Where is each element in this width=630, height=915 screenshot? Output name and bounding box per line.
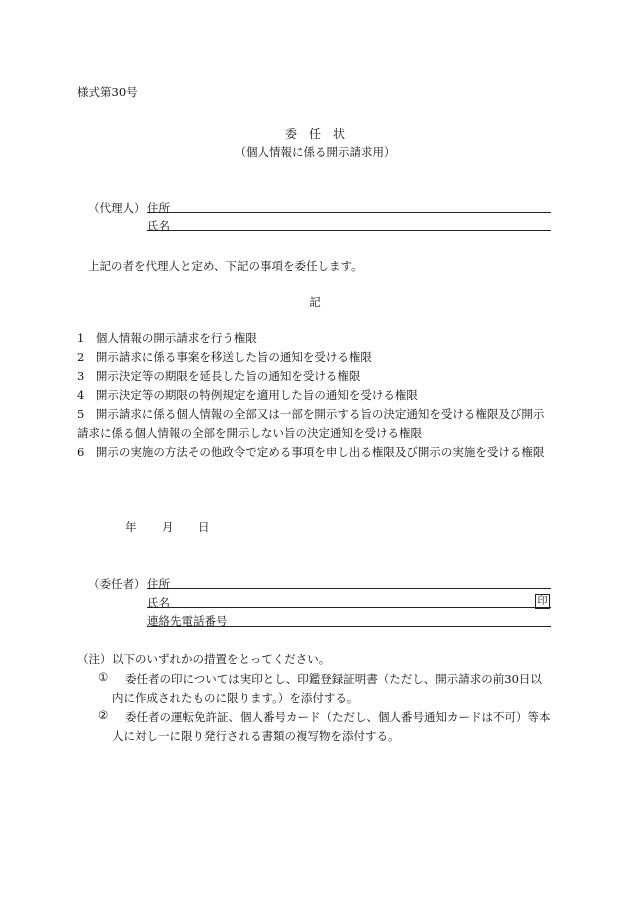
page-title: 委 任 状 [284,127,345,141]
date-day: 日 [198,520,210,534]
agent-name-label: 氏名 [147,219,170,233]
form-number: 様式第30号 [77,85,138,99]
delegator-name-line [147,607,551,608]
notes-intro: 以下のいずれかの措置をとってください。 [112,652,331,666]
list-item [77,348,552,367]
delegation-sentence: 上記の者を代理人と定め、下記の事項を委任します。 [88,259,363,273]
agent-label: （代理人） [88,201,146,215]
agent-name-line [147,230,551,231]
delegator-phone-label: 連絡先電話番号 [147,614,228,628]
delegator-name-label: 氏名 [147,596,170,610]
item-text: 開示決定等の期限の特例規定を適用した旨の通知を受ける権限 [95,388,418,402]
note-text: 委任者の運転免許証、個人番号カード（ただし、個人番号通知カードは不可）等本人に対し一に限り発行される書類の複写物を添付する。 [112,710,551,743]
note-text: 委任者の印については実印とし、印鑑登録証明書（ただし、開示請求の前30日以内に作成されたものに限ります。）を添付する。 [112,672,542,705]
item-number: 3 [77,369,85,383]
item-text: 開示請求に係る事案を移送した旨の通知を受ける権限 [95,350,372,364]
agent-address-label: 住所 [147,201,170,215]
list-item [77,443,552,462]
delegator-address-line [147,588,551,589]
note-mark: ② [98,708,109,722]
item-text: 開示請求に係る個人情報の全部又は一部を開示する旨の決定通知を受ける権限及び開示請求に係る個人情報の全部を開示しない旨の決定通知を受ける権限 [77,407,545,440]
list-item [77,386,552,405]
note-mark: ① [98,670,109,684]
list-item [77,405,552,442]
item-number: 5 [77,407,85,421]
list-item [77,329,552,348]
delegator-phone-line [147,626,551,627]
item-text: 個人情報の開示請求を行う権限 [95,331,257,345]
item-number: 1 [77,331,85,345]
item-text: 開示の実施の方法その他政令で定める事項を申し出る権限及び開示の実施を受ける権限 [95,445,545,459]
delegator-address-label: 住所 [147,577,170,591]
notes-label: （注） [77,652,112,666]
seal-mark: 印 [535,594,550,609]
date-month: 月 [162,520,174,534]
item-text: 開示決定等の期限を延長した旨の通知を受ける権限 [95,369,361,383]
ki-heading: 記 [309,295,321,309]
page-subtitle: （個人情報に係る開示請求用） [234,145,396,159]
agent-address-line [147,212,551,213]
item-number: 6 [77,445,85,459]
list-item [77,367,552,386]
item-number: 2 [77,350,85,364]
delegator-label: （委任者） [88,577,146,591]
item-number: 4 [77,388,85,402]
date-year: 年 [125,520,137,534]
